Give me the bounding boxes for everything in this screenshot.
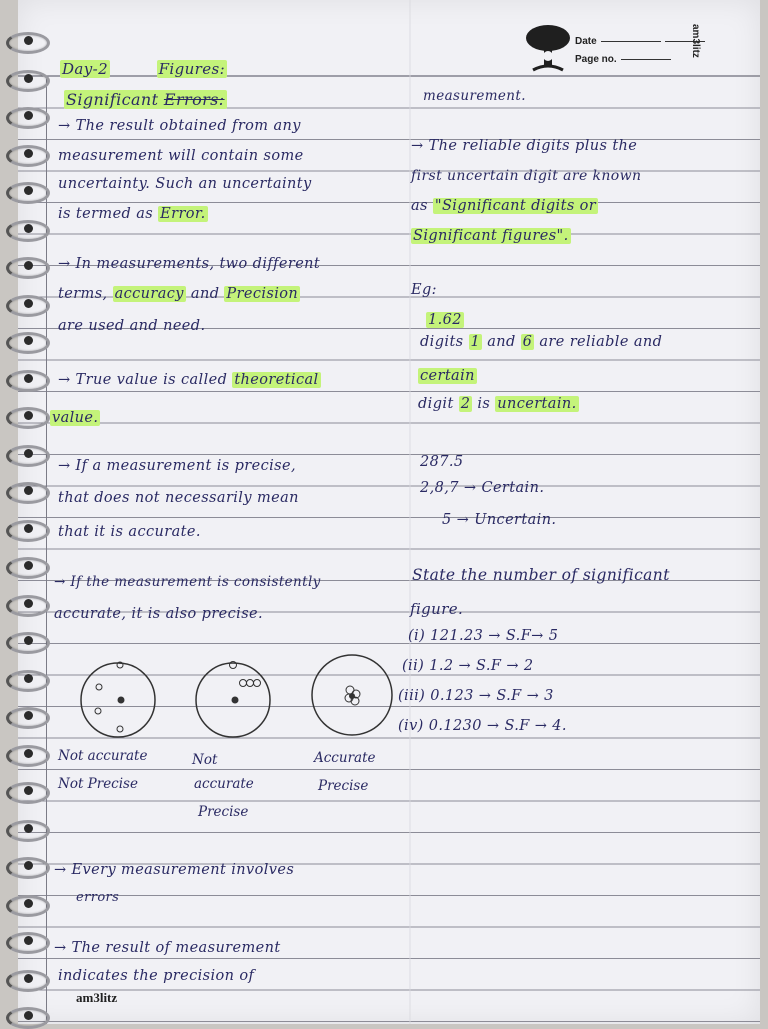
punch-hole <box>24 261 33 270</box>
punch-hole <box>24 824 33 833</box>
punch-hole <box>24 899 33 908</box>
label-precise-2: Precise <box>318 778 369 794</box>
punch-hole <box>24 111 33 120</box>
notebook-page <box>18 0 760 1024</box>
p4-line-3: that it is accurate. <box>58 524 201 540</box>
punch-hole <box>24 74 33 83</box>
p3-theoretical-highlight: theoretical <box>234 372 319 388</box>
r1-highlight-2: Significant figures". <box>413 228 569 244</box>
brand-vertical: am3litz <box>690 24 701 58</box>
p2-line-3: are used and need. <box>58 318 206 334</box>
title-significant: Significant <box>66 90 159 109</box>
r-digit2-line <box>418 396 579 412</box>
r-eg-value-line <box>426 312 464 328</box>
label-accurate-2: Accurate <box>314 750 376 766</box>
tree-logo-icon <box>523 22 573 74</box>
p6-line-2: errors <box>76 890 120 905</box>
p5-line-2: accurate, it is also precise. <box>54 606 264 622</box>
p7-line-1: → The result of measurement <box>54 940 281 956</box>
label-accurate: accurate <box>194 776 254 792</box>
punch-hole <box>24 599 33 608</box>
date-label: Date <box>575 35 597 47</box>
p5-line-1: → If the measurement is consistently <box>54 574 321 590</box>
punch-hole <box>24 36 33 45</box>
r-reliable: are reliable and <box>539 334 663 350</box>
title-day: Day-2 <box>62 60 109 78</box>
footer-brand: am3litz <box>76 990 118 1005</box>
r-uncertain: uncertain. <box>497 396 577 412</box>
p1-text: is termed as <box>58 206 154 222</box>
p2-line-1: → In measurements, two different <box>58 256 321 272</box>
p7-line-2: indicates the precision of <box>58 968 255 984</box>
r-and: and <box>487 334 516 350</box>
r-q-item-2: (ii) 1.2 → S.F → 2 <box>402 658 534 674</box>
title-errors-struck: Errors: <box>163 90 225 109</box>
r-q-item-1: (i) 121.23 → S.F→ 5 <box>408 628 559 644</box>
p1-line-4 <box>58 206 208 222</box>
r-q-item-4: (iv) 0.1230 → S.F → 4. <box>398 718 567 734</box>
punch-hole <box>24 524 33 533</box>
label-precise: Precise <box>198 804 249 820</box>
p1-line-3: uncertainty. Such an uncertainty <box>58 176 312 192</box>
r1-highlight-1: "Significant digits or <box>434 198 597 214</box>
r-ex2-uncertain: 5 → Uncertain. <box>442 512 557 528</box>
p3-line-2 <box>50 410 100 426</box>
r1-as: as <box>411 198 428 214</box>
page-header <box>523 22 693 74</box>
r-digit-6: 6 <box>522 334 533 350</box>
precision-accuracy-diagram <box>78 650 408 760</box>
title-figures: Figures: <box>158 60 226 78</box>
punch-hole <box>24 749 33 758</box>
punch-hole <box>24 486 33 495</box>
punch-hole <box>24 711 33 720</box>
p2-accuracy-highlight: accuracy <box>114 286 184 302</box>
r-q-title-2: figure. <box>410 600 464 618</box>
p3-text: → True value is called <box>58 372 228 388</box>
r1-line-1: → The reliable digits plus the <box>411 138 638 154</box>
r-ex2-certain: 2,8,7 → Certain. <box>420 480 545 496</box>
page-no-label: Page no. <box>575 53 617 65</box>
p3-line-1 <box>58 372 321 388</box>
date-field <box>575 32 705 50</box>
punch-hole <box>24 786 33 795</box>
r-digits-word: digits <box>420 334 464 350</box>
punch-hole <box>24 974 33 983</box>
r-digit-word: digit <box>418 396 454 412</box>
r-q-item-3: (iii) 0.123 → S.F → 3 <box>398 688 554 704</box>
punch-hole <box>24 186 33 195</box>
r1-line-4 <box>411 228 571 244</box>
r-q-title-1: State the number of significant <box>412 566 670 584</box>
punch-hole <box>24 1011 33 1020</box>
title-significant-errors <box>64 90 227 109</box>
punch-hole <box>24 936 33 945</box>
punch-hole <box>24 561 33 570</box>
r-digits-line <box>420 334 662 350</box>
punch-hole <box>24 636 33 645</box>
punch-hole <box>24 224 33 233</box>
p1-line-1: → The result obtained from any <box>58 118 301 134</box>
p4-line-1: → If a measurement is precise, <box>58 458 296 474</box>
label-not-accurate: Not accurate <box>58 748 148 764</box>
r-certain-line <box>418 368 477 384</box>
label-not: Not <box>192 752 218 768</box>
p2-precision-highlight: Precision <box>226 286 299 302</box>
p2-line-2 <box>58 286 300 302</box>
punch-hole <box>24 299 33 308</box>
title-line-1 <box>60 60 227 78</box>
r1-line-3 <box>411 198 598 214</box>
r-eg-value: 1.62 <box>428 312 462 328</box>
punch-hole <box>24 336 33 345</box>
target-not-accurate-precise <box>196 662 270 738</box>
p1-error-highlight: Error. <box>160 206 206 222</box>
r-certain: certain <box>420 368 475 384</box>
p4-line-2: that does not necessarily mean <box>58 490 299 506</box>
punch-hole <box>24 374 33 383</box>
target-not-accurate-not-precise <box>81 662 155 737</box>
p3-value-highlight: value. <box>52 410 99 426</box>
r-ex2-value: 287.5 <box>420 454 464 470</box>
punch-hole <box>24 411 33 420</box>
r-is: is <box>477 396 491 412</box>
title-line-2 <box>64 90 227 109</box>
page-no-field <box>575 50 705 68</box>
r1-line-2: first uncertain digit are known <box>411 168 642 184</box>
target-accurate-precise <box>312 655 392 735</box>
p2-and: and <box>190 286 220 302</box>
r-cont: measurement. <box>423 88 526 104</box>
p2-terms: terms, <box>58 286 108 302</box>
p6-line-1: → Every measurement involves <box>54 862 295 878</box>
p1-line-2: measurement will contain some <box>58 148 304 164</box>
punch-hole <box>24 149 33 158</box>
punch-hole <box>24 449 33 458</box>
label-not-precise: Not Precise <box>58 776 138 792</box>
r-eg: Eg: <box>411 282 437 298</box>
r-digit-1: 1 <box>470 334 481 350</box>
r-digit-2: 2 <box>460 396 471 412</box>
punch-hole <box>24 674 33 683</box>
margin-line <box>46 76 47 1024</box>
punch-hole <box>24 861 33 870</box>
